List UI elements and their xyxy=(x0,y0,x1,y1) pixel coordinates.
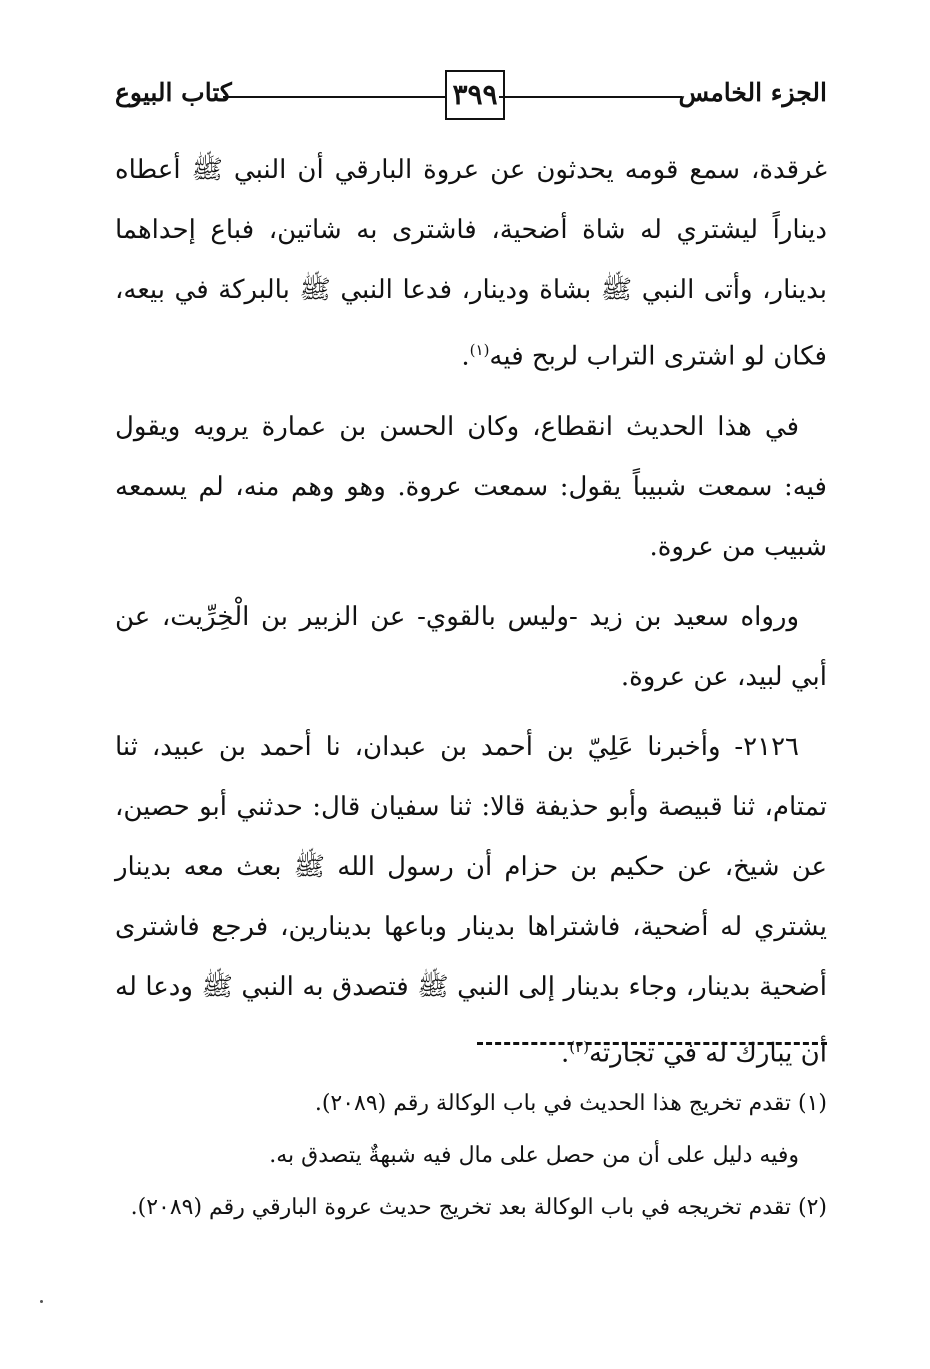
part-label: الجزء الخامس xyxy=(678,78,827,107)
footnote: (٢) تقدم تخريجه في باب الوكالة بعد تخريج حديث عروة البارقي رقم (٢٠٨٩). xyxy=(130,1195,827,1220)
paragraph: ٢١٢٦- وأخبرنا عَلِيّ بن أحمد بن عبدان، نا أحمد بن عبيد، ثنا تمتام، ثنا قبيصة وأبو حذيفة قالا: ثنا سفيان قال: حدثني أبو حصين، عن شيخ، عن حكيم بن حزام أن رسول الله ﷺ بعث معه بدينار يشتري له أضحية، فاشتراها بدينار وباعها بدينارين، فرجع فاشترى أضحية بدينار، وجاء بدينار إلى النبي ﷺ فتصدق به النبي ﷺ ودعا له أن يبارك له في تجارته$^{(٢)}$. xyxy=(115,731,827,1069)
paragraph: غرقدة، سمع قومه يحدثون عن عروة البارقي أن النبي ﷺ أعطاه ديناراً ليشتري له شاة أضحية، فاشترى به شاتين، فباع إحداهما بدينار، وأتى النبي ﷺ بشاة ودينار، فدعا النبي ﷺ بالبركة في بيعه، فكان لو اشترى التراب لربح فيه$^{(١)}$. xyxy=(115,155,827,372)
main-text xyxy=(115,140,827,1093)
footnote-separator xyxy=(477,1042,827,1045)
page-header xyxy=(115,70,827,122)
header-rule-right xyxy=(499,96,682,98)
header-rule-left xyxy=(223,96,445,98)
scan-speck xyxy=(40,1300,43,1303)
footnotes xyxy=(115,1078,827,1234)
page-number: ٣٩٩ xyxy=(445,70,505,120)
footnote-ref: (٢) xyxy=(569,1037,589,1056)
footnote-continuation: وفيه دليل على أن من حصل على مال فيه شبهةٌ يتصدق به. xyxy=(269,1143,799,1168)
book-label: كتاب البيوع xyxy=(115,78,232,107)
paragraph: في هذا الحديث انقطاع، وكان الحسن بن عمارة يرويه ويقول فيه: سمعت شبيباً يقول: سمعت عروة. وهو وهم منه، لم يسمعه شبيب من عروة. xyxy=(115,411,827,562)
paragraph-text: ٢١٢٦- وأخبرنا عَلِيّ بن أحمد بن عبدان، نا أحمد بن عبيد، ثنا تمتام، ثنا قبيصة وأبو حذيفة قالا: ثنا سفيان قال: حدثني أبو حصين، عن شيخ، عن حكيم بن حزام أن رسول الله ﷺ بعث معه بدينار يشتري له أضحية، فاشتراها بدينار وباعها بدينارين، فرجع فاشترى أضحية بدينار، وجاء بدينار إلى النبي ﷺ فتصدق به النبي ﷺ ودعا له أن يبارك له في تجارته xyxy=(115,731,827,1069)
paragraph-text: غرقدة، سمع قومه يحدثون عن عروة البارقي أن النبي ﷺ أعطاه ديناراً ليشتري له شاة أضحية، فاشترى به شاتين، فباع إحداهما بدينار، وأتى النبي ﷺ بشاة ودينار، فدعا النبي ﷺ بالبركة في بيعه، فكان لو اشترى التراب لربح فيه xyxy=(115,155,827,372)
paragraph: ورواه سعيد بن زيد -وليس بالقوي- عن الزبير بن الْخِرِّيت، عن أبي لبيد، عن عروة. xyxy=(115,601,827,692)
footnote-ref: (١) xyxy=(469,341,490,359)
footnote: (١) تقدم تخريج هذا الحديث في باب الوكالة رقم (٢٠٨٩). xyxy=(314,1091,827,1116)
